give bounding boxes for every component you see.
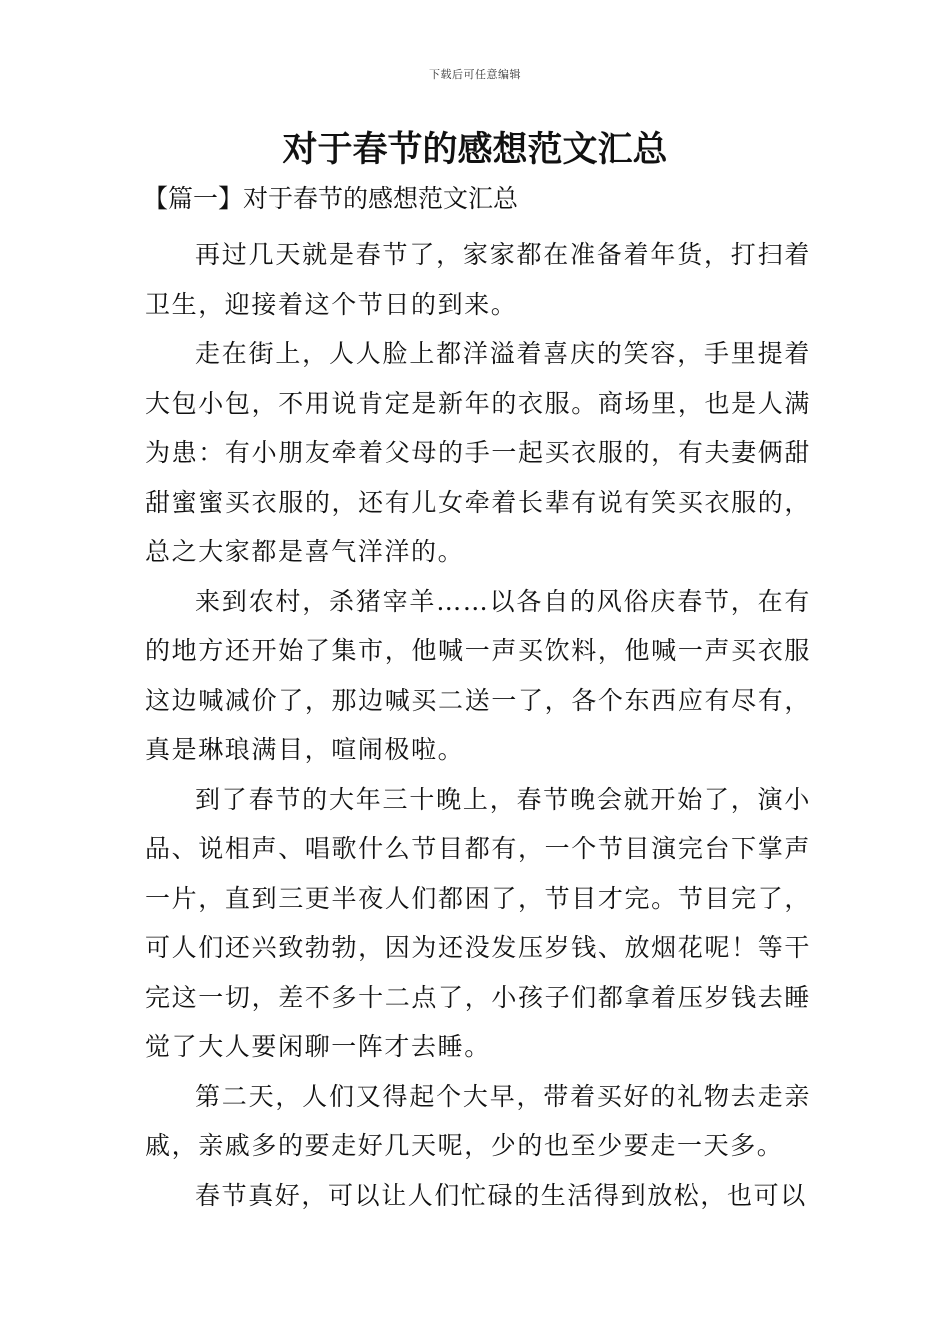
section-heading: 【篇一】对于春节的感想范文汇总: [143, 184, 519, 213]
paragraph-1: 再过几天就是春节了，家家都在准备着年货，打扫着卫生，迎接着这个节日的到来。: [145, 240, 811, 319]
document-body: [145, 230, 811, 1220]
paragraph-5: 第二天，人们又得起个大早，带着买好的礼物去走亲戚，亲戚多的要走好几天呢，少的也至少要走一天多。: [145, 1081, 811, 1160]
paragraph-6: 春节真好，可以让人们忙碌的生活得到放松，也可以: [195, 1180, 807, 1210]
paragraph-4: 到了春节的大年三十晚上，春节晚会就开始了，演小品、说相声、唱歌什么节目都有，一个节目演完台下掌声一片，直到三更半夜人们都困了，节目才完。节目完了，可人们还兴致勃勃，因为还没发压岁钱、放烟花呢！等干完这一切，差不多十二点了，小孩子们都拿着压岁钱去睡觉了大人要闲聊一阵才去睡。: [145, 784, 811, 1061]
paragraph-3: 来到农村，杀猪宰羊……以各自的风俗庆春节，在有的地方还开始了集市，他喊一声买饮料，他喊一声买衣服这边喊减价了，那边喊买二送一了，各个东西应有尽有，真是琳琅满目，喧闹极啦。: [145, 586, 811, 764]
document-title: 对于春节的感想范文汇总: [282, 129, 668, 170]
header-note: 下载后可任意编辑: [429, 68, 521, 81]
paragraph-2: 走在街上，人人脸上都洋溢着喜庆的笑容，手里提着大包小包，不用说肯定是新年的衣服。商场里，也是人满为患：有小朋友牵着父母的手一起买衣服的，有夫妻俩甜甜蜜蜜买衣服的，还有儿女牵着长辈有说有笑买衣服的，总之大家都是喜气洋洋的。: [145, 339, 811, 566]
